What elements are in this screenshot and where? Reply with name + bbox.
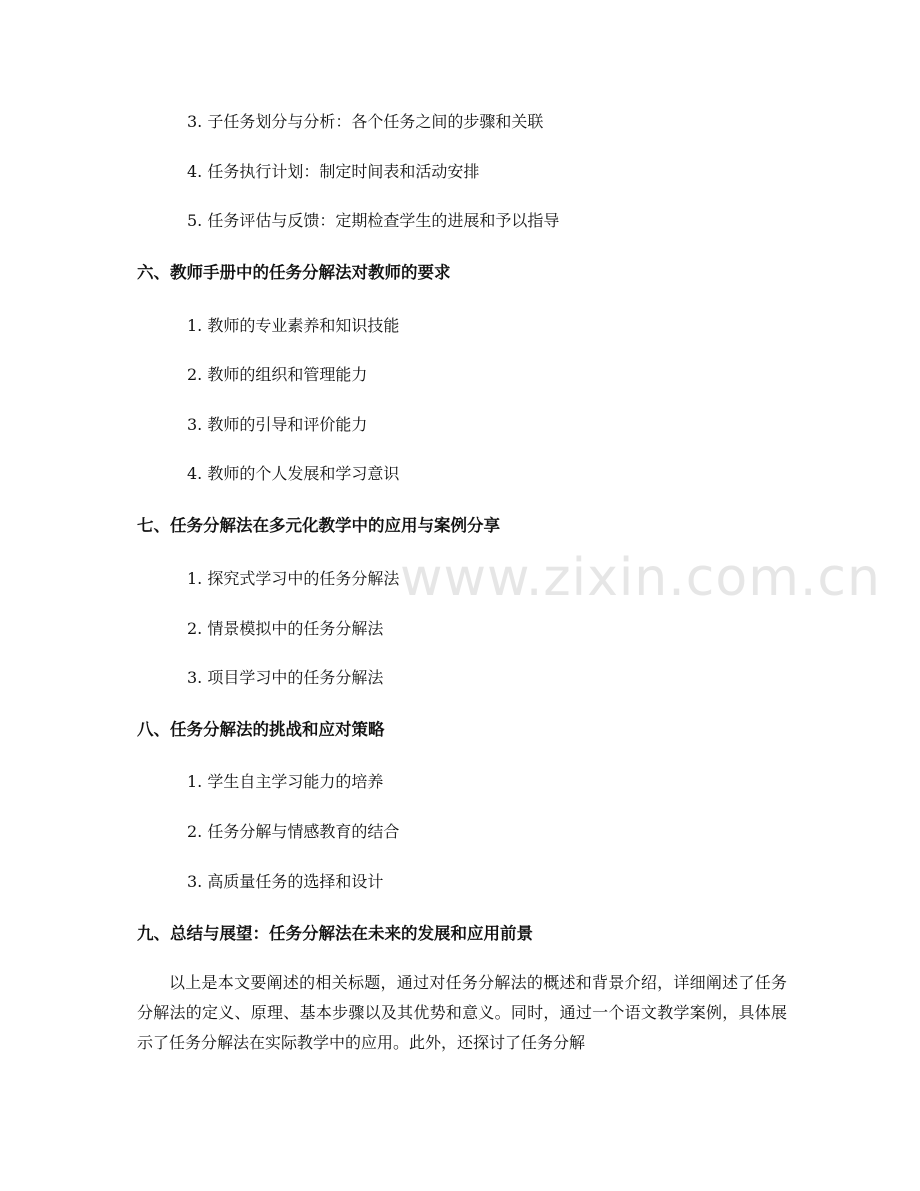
section-heading: 六、教师手册中的任务分解法对教师的要求 — [137, 263, 451, 282]
list-item: 4. 教师的个人发展和学习意识 — [187, 464, 400, 483]
list-item: 3. 项目学习中的任务分解法 — [187, 668, 384, 687]
list-item: 2. 情景模拟中的任务分解法 — [187, 619, 384, 638]
list-item: 3. 教师的引导和评价能力 — [187, 415, 368, 434]
list-item: 5. 任务评估与反馈：定期检查学生的进展和予以指导 — [187, 211, 560, 230]
watermark: www.zixin.com.cn — [400, 548, 881, 608]
section-heading: 八、任务分解法的挑战和应对策略 — [137, 720, 385, 739]
list-item: 1. 学生自主学习能力的培养 — [187, 772, 384, 791]
section-heading: 九、总结与展望：任务分解法在未来的发展和应用前景 — [137, 924, 533, 943]
section-heading: 七、任务分解法在多元化教学中的应用与案例分享 — [137, 516, 500, 535]
list-item: 3. 子任务划分与分析：各个任务之间的步骤和关联 — [187, 112, 544, 131]
list-item: 2. 教师的组织和管理能力 — [187, 365, 368, 384]
body-paragraph: 以上是本文要阐述的相关标题，通过对任务分解法的概述和背景介绍，详细阐述了任务分解法的定义、原理、基本步骤以及其优势和意义。同时，通过一个语文教学案例，具体展示了任务分解法在实际教学中的应用。此外，还探讨了任务分解 — [137, 973, 787, 1052]
list-item: 1. 探究式学习中的任务分解法 — [187, 569, 400, 588]
list-item: 3. 高质量任务的选择和设计 — [187, 872, 384, 891]
list-item: 2. 任务分解与情感教育的结合 — [187, 822, 400, 841]
list-item: 1. 教师的专业素养和知识技能 — [187, 316, 400, 335]
list-item: 4. 任务执行计划：制定时间表和活动安排 — [187, 162, 480, 181]
